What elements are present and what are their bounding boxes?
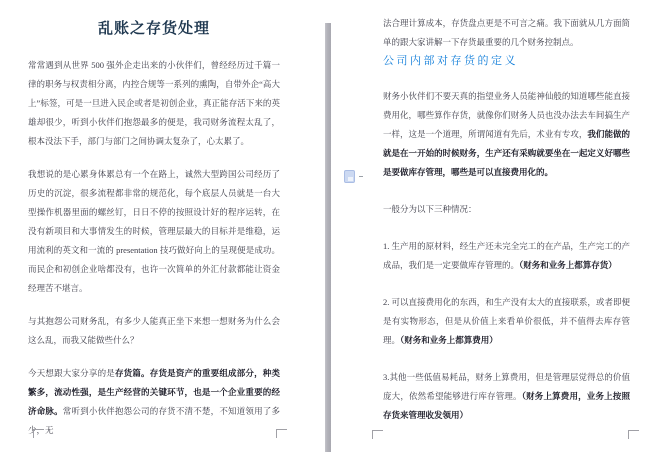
paragraph [28, 56, 280, 151]
page-left [0, 0, 325, 452]
paragraph [28, 165, 280, 298]
paragraph [383, 368, 630, 425]
page-divider [325, 23, 331, 452]
text-run: （财务和业务上都算费用） [400, 335, 498, 345]
paragraph [383, 237, 630, 275]
text-run: 一般分为以下三种情况： [383, 204, 477, 214]
text-run: 2. 可以直接费用化的东西，和生产没有太大的直接联系，或者即便是有实物形态，但是从价值上来看单价很低，并不值得去库存管理。 [383, 297, 630, 345]
text-run: 常常遇到从世界 500 强外企走出来的小伙伴们，曾经经历过千篇一律的职务与权责相分离，内控合规等一系列的熏陶，自带外企“高大上”标签，可是一旦进入民企或者是初创企业，真正能存活下来的英雄却很少，听到小伙伴们抱怨最多的便是，我司财务流程太乱了，根本没法下手，部门与部门之间协调太复杂了，心太累了。 [28, 60, 280, 146]
left-page-text-column [28, 14, 280, 454]
text-run: 我们能做的就是在一开始的时候财务，生产还有采购就要坐在一起定义好哪些是要做库存管理，哪些是可以直接费用化的。 [383, 129, 630, 177]
text-run: （财务上算费用，业务上按照存货来管理收发领用） [383, 391, 630, 420]
text-boundary-mark [628, 430, 639, 439]
paragraph [28, 364, 280, 440]
text-run: 与其抱怨公司财务乱，有多少人能真正坐下来想一想财务为什么会这么乱，而我又能做些什么？ [28, 316, 280, 345]
text-run: 法合理计算成本，存货盘点更是不可言之痛。我下面就从几方面简单的跟大家讲解一下存货最重要的几个财务控制点。 [383, 18, 630, 47]
text-run: 存货篇。存货是资产的重要组成部分，种类繁多，流动性强，是生产经营的关键环节，也是一个企业重要的经济命脉。 [28, 368, 280, 416]
text-run: 公司内部对存货的定义 [383, 55, 518, 67]
text-run: 3.其他一些低值易耗品，财务上算费用，但是管理层觉得总的价值庞大，依然希望能够进行库存管理。 [383, 372, 630, 401]
document-title: 乱账之存货处理 [97, 21, 210, 37]
text-run: 常听到小伙伴抱怨公司的存货不清不楚，不知道领用了多少，无 [28, 406, 280, 435]
paragraph [383, 14, 630, 52]
text-run: （财务和业务上都算存货） [519, 260, 617, 270]
paragraph [383, 87, 630, 182]
text-run: 今天想跟大家分享的是 [28, 368, 115, 378]
text-run: 财务小伙伴们不要天真的指望业务人员能神仙般的知道哪些能直接费用化，哪些算作存货，就像你们财务人员也没办法去车间搞生产一样，这是一个道理，所谓闻道有先后，术业有专攻， [383, 91, 630, 139]
text-run: 1. 生产用的原材料，经生产还未完全完工的在产品，生产完工的产成品，我们是一定要做库存管理的。 [383, 241, 630, 270]
paragraph [383, 200, 630, 219]
comment-collapse-dash [359, 176, 363, 177]
right-page-text-column [383, 14, 630, 443]
left-page-body [28, 56, 280, 440]
section-heading [383, 52, 630, 71]
text-boundary-mark [372, 430, 383, 439]
paragraph [28, 312, 280, 350]
text-boundary-mark [276, 429, 287, 438]
comment-doc-icon[interactable] [344, 170, 355, 183]
text-boundary-mark [33, 429, 44, 438]
text-run: 我想说的是心累身体累总有一个在路上，诚然大型跨国公司经历了历史的沉淀，很多流程都非常的规范化，每个底层人员就是一台大型操作机器里面的螺丝钉，日日不停的按照设计好的程序运转，在没有新项目和大事情发生的时候，管理层最大的目标并是维稳，运用流利的英文和一流的 presentation 技巧做好向上的呈现便是成功。而民企和初创企业啥都没有，也许一次简单的外汇付款都能让资金经理苦不堪言。 [28, 169, 280, 293]
right-page-body [383, 14, 630, 425]
paragraph [383, 293, 630, 350]
